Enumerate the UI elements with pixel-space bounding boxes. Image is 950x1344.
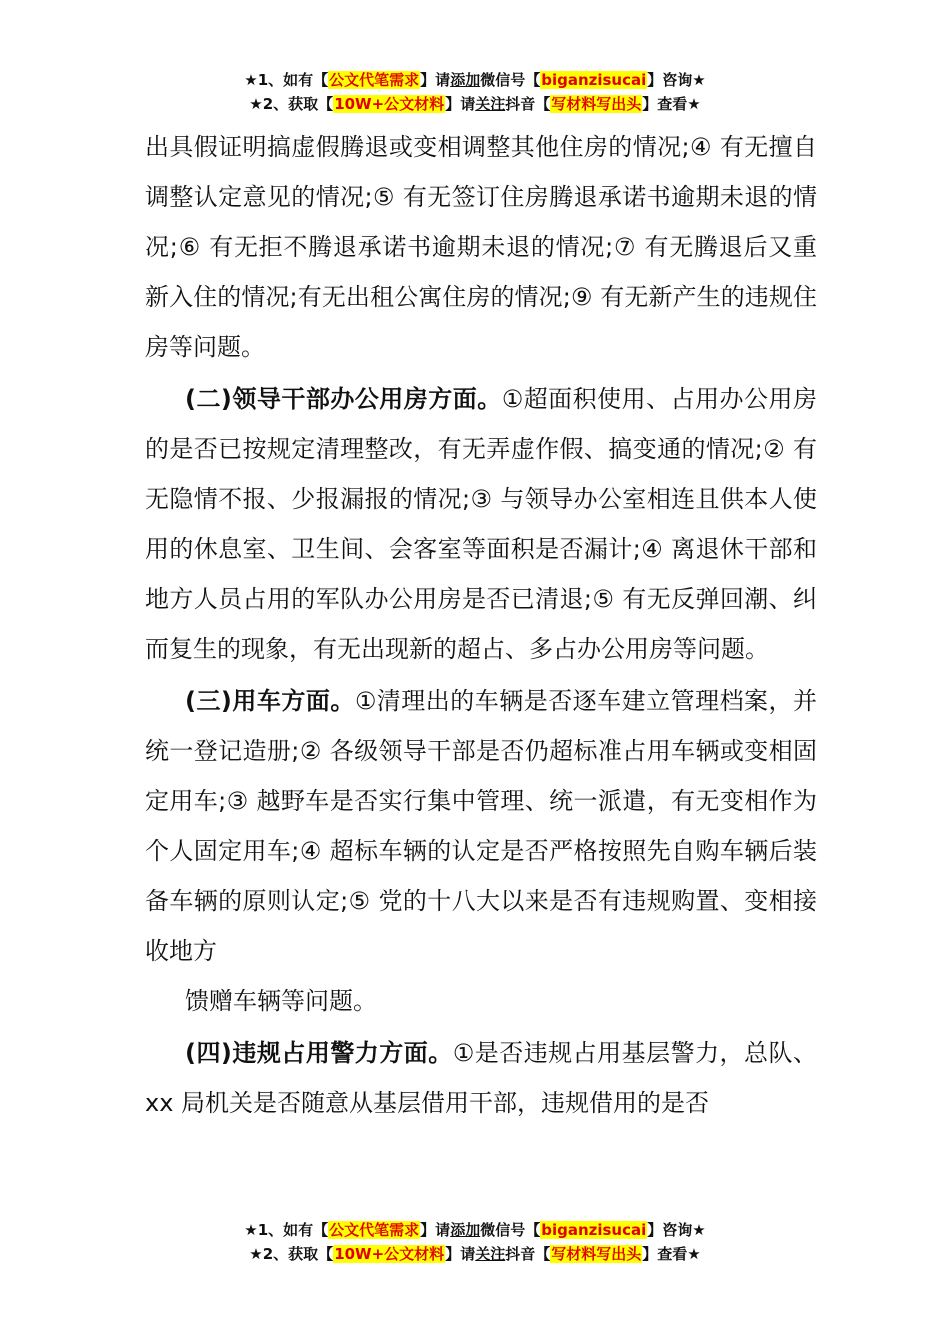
banner-line-1: ★1、如有【公文代笔需求】请添加微信号【biganzisucai】咨询★ — [244, 71, 706, 89]
paragraph-vehicles: (三)用车方面。①清理出的车辆是否逐车建立管理档案，并统一登记造册;② 各级领导干部是否仍超标准占用车辆或变相固定用车;③ 越野车是否实行集中管理、统一派遣，有无变相作为个人固定用车;④ 超标车辆的认定是否严格按照先自购车辆后装备车辆的原则认定;⑤ 党的十八大以来是否有违规购置、变相接收地方 — [145, 687, 818, 965]
document-body — [145, 122, 817, 1128]
banner-line-2: ★2、获取【10W+公文材料】请关注抖音【写材料写出头】查看★ — [249, 95, 701, 113]
highlight-materials: 10W+公文材料 — [334, 95, 445, 113]
highlight-ghostwriting: 公文代笔需求 — [329, 71, 420, 89]
section-heading: (二)领导干部办公用房方面。 — [185, 385, 502, 413]
footer-banner — [0, 1218, 950, 1266]
banner-line-1: ★1、如有【公文代笔需求】请添加微信号【biganzisucai】咨询★ — [244, 1221, 706, 1239]
section-heading: (四)违规占用警力方面。 — [185, 1039, 453, 1067]
paragraph-police-force: (四)违规占用警力方面。①是否违规占用基层警力，总队、xx 局机关是否随意从基层借用干部，违规借用的是否 — [145, 1039, 818, 1117]
highlight-douyin: 写材料写出头 — [551, 1245, 642, 1263]
banner-line-2: ★2、获取【10W+公文材料】请关注抖音【写材料写出头】查看★ — [249, 1245, 701, 1263]
highlight-materials: 10W+公文材料 — [334, 1245, 445, 1263]
paragraph-housing: 出具假证明搞虚假腾退或变相调整其他住房的情况;④ 有无擅自调整认定意见的情况;⑤ 有无签订住房腾退承诺书逾期未退的情况;⑥ 有无拒不腾退承诺书逾期未退的情况;⑦ 有无腾退后又重新入住的情况;有无出租公寓住房的情况;⑨ 有无新产生的违规住房等问题。 — [145, 133, 817, 361]
highlight-wechat-id: biganzisucai — [541, 71, 647, 89]
highlight-douyin: 写材料写出头 — [551, 95, 642, 113]
paragraph-vehicles-continued: 馈赠车辆等问题。 — [185, 987, 377, 1015]
highlight-ghostwriting: 公文代笔需求 — [329, 1221, 420, 1239]
highlight-wechat-id: biganzisucai — [541, 1221, 647, 1239]
paragraph-office-space: (二)领导干部办公用房方面。①超面积使用、占用办公用房的是否已按规定清理整改，有无弄虚作假、搞变通的情况;② 有无隐情不报、少报漏报的情况;③ 与领导办公室相连且供本人使用的休息室、卫生间、会客室等面积是否漏计;④ 离退休干部和地方人员占用的军队办公用房是否已清退;⑤ 有无反弹回潮、纠而复生的现象，有无出现新的超占、多占办公用房等问题。 — [145, 385, 818, 663]
section-heading: (三)用车方面。 — [185, 687, 355, 715]
header-banner — [0, 68, 950, 116]
